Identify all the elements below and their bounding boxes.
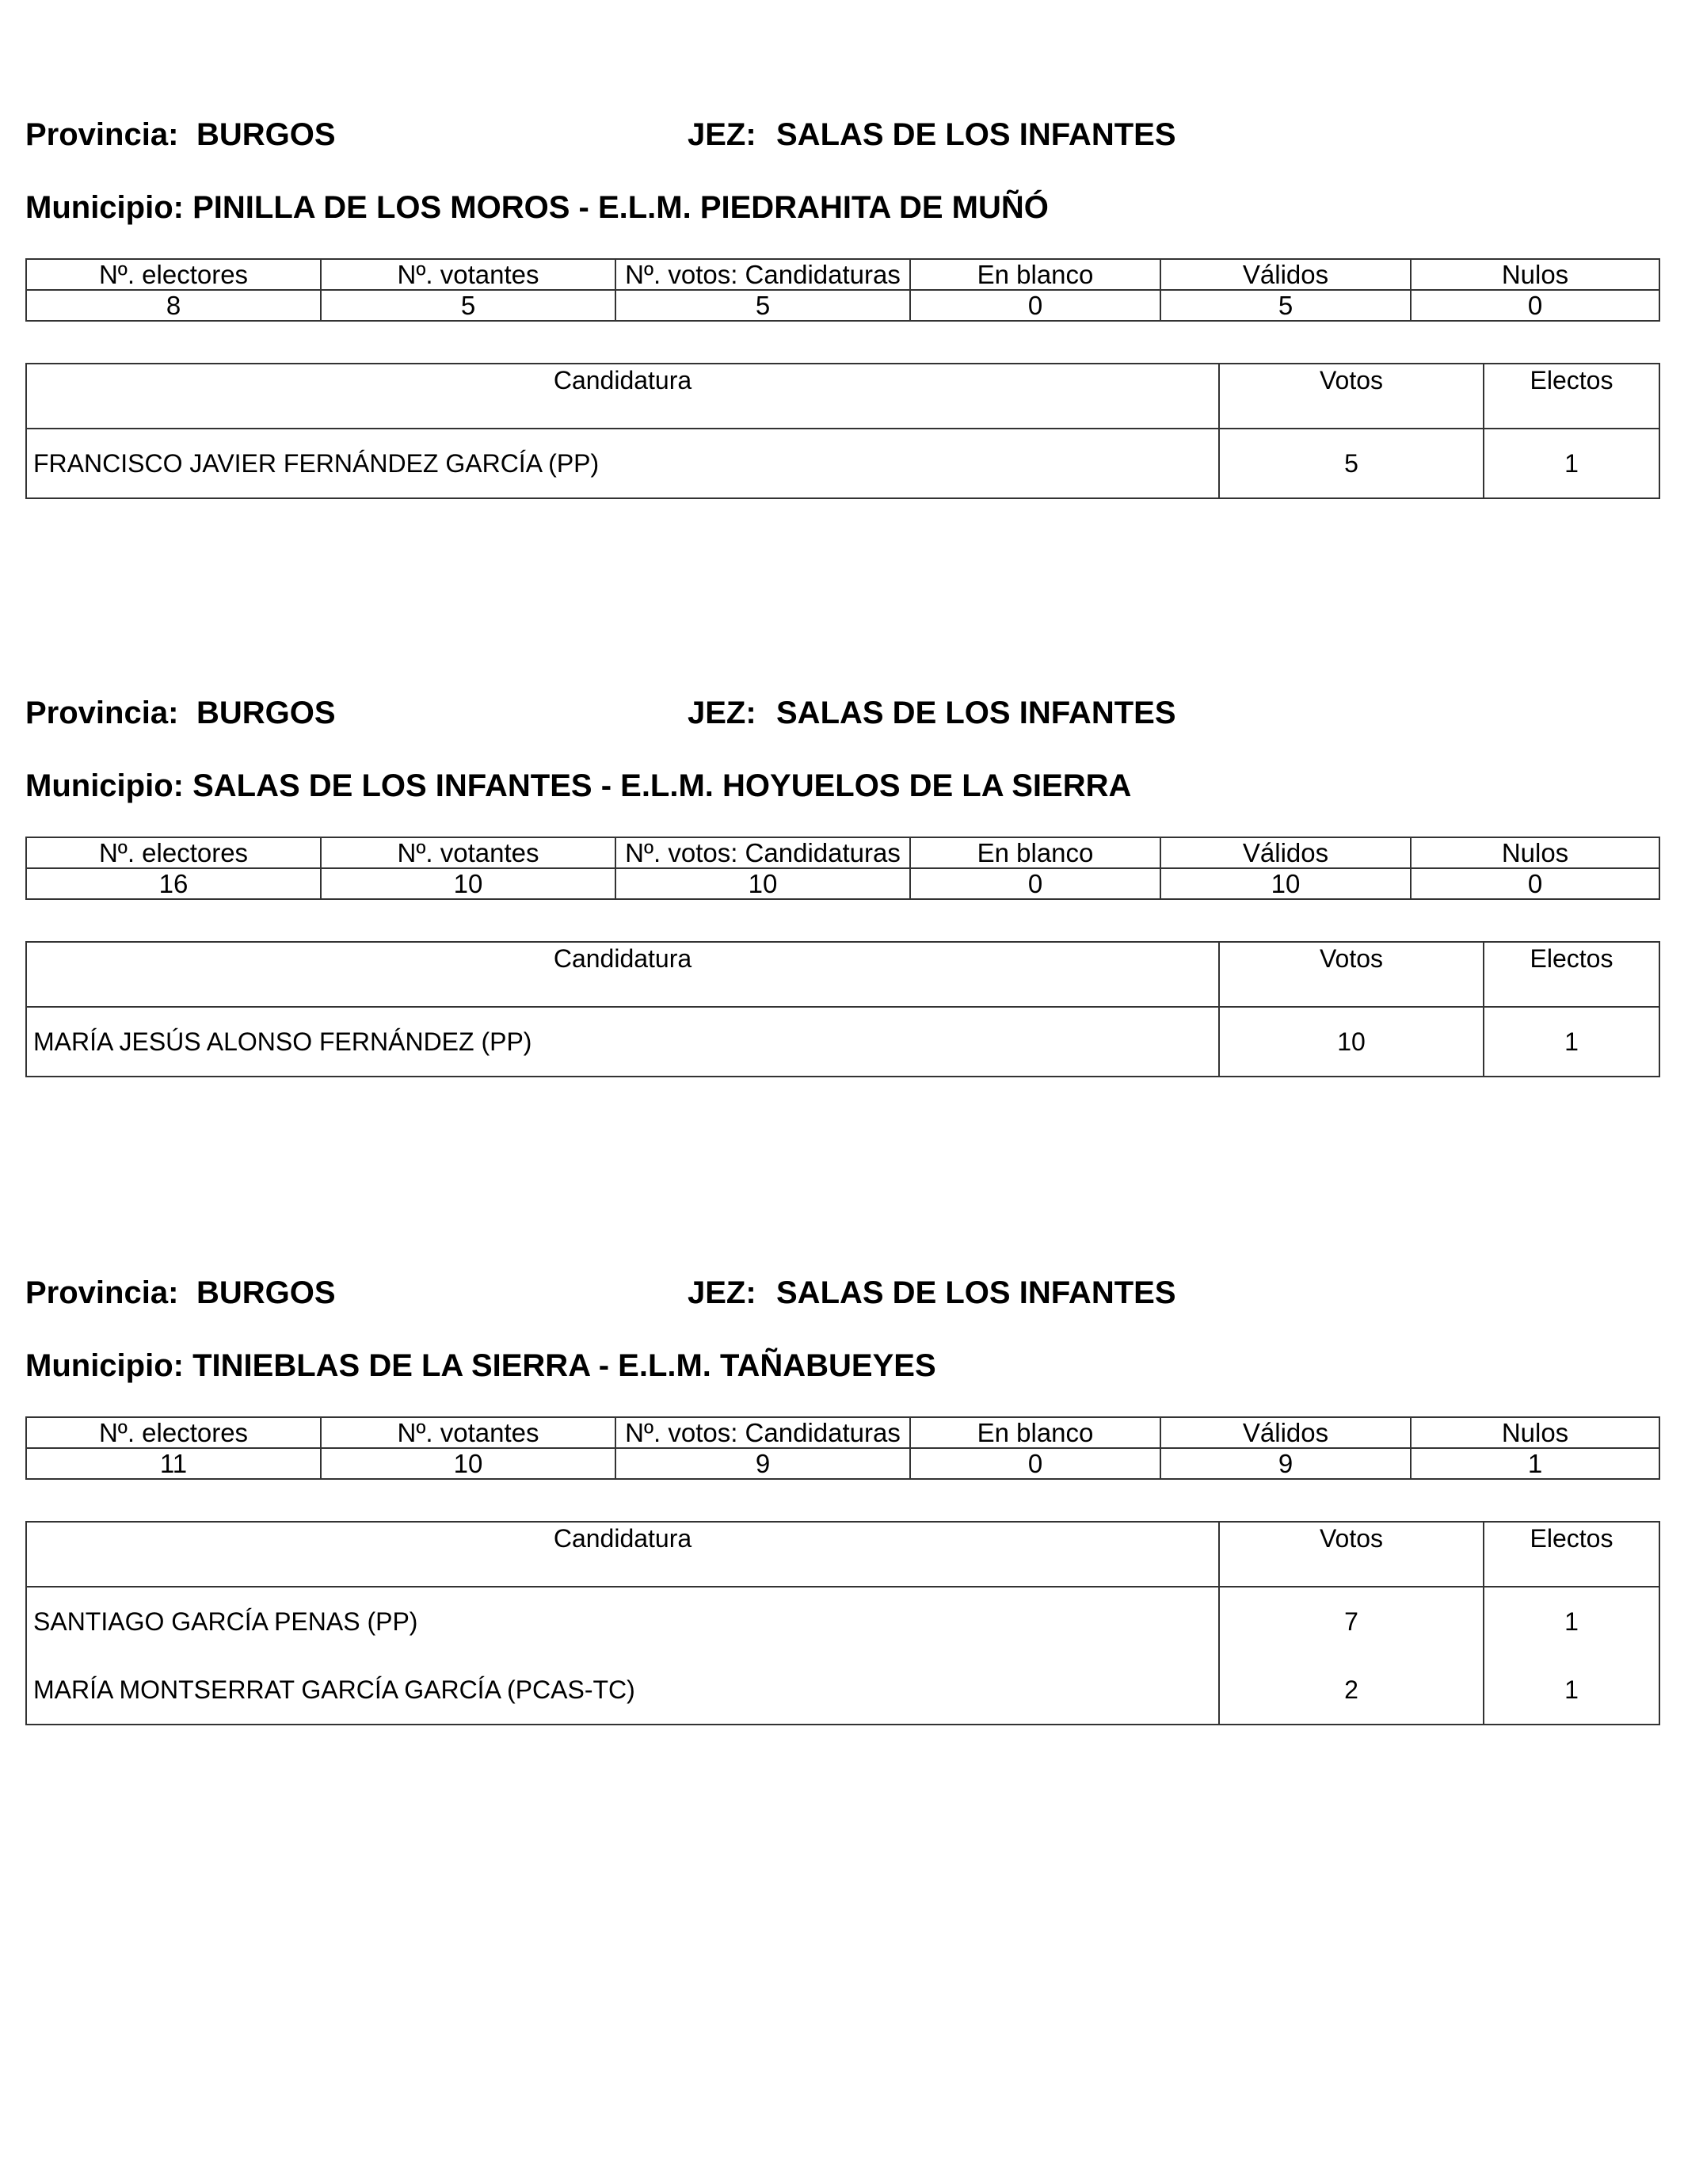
nulos-value: 1: [1411, 1448, 1659, 1479]
provincia-label: Provincia:: [25, 117, 179, 152]
votantes-value: 10: [321, 1448, 615, 1479]
stats-header-cell: Nulos: [1411, 837, 1659, 868]
validos-value: 5: [1160, 290, 1411, 321]
en-blanco-value: 0: [910, 868, 1160, 899]
candidate-votos: 7: [1219, 1587, 1484, 1656]
stats-header-cell: Nº. electores: [26, 1417, 321, 1448]
stats-header-cell: Nº. votantes: [321, 259, 615, 290]
stats-header-cell: Nº. votantes: [321, 837, 615, 868]
stats-table: [25, 837, 1660, 900]
candidate-votos: 10: [1219, 1007, 1484, 1077]
electos-header: Electos: [1484, 942, 1659, 1007]
candidates-header-row: [26, 364, 1659, 429]
stats-table: [25, 258, 1660, 322]
candidate-row: [26, 1656, 1659, 1725]
electos-header: Electos: [1484, 1522, 1659, 1587]
votos-header: Votos: [1219, 942, 1484, 1007]
candidates-header-row: [26, 942, 1659, 1007]
candidate-row: [26, 1007, 1659, 1077]
stats-header-cell: Válidos: [1160, 837, 1411, 868]
votantes-value: 5: [321, 290, 615, 321]
jez-value: SALAS DE LOS INFANTES: [776, 1275, 1176, 1310]
stats-header-cell: Nº. electores: [26, 837, 321, 868]
votos-candidaturas-value: 9: [615, 1448, 910, 1479]
votantes-value: 10: [321, 868, 615, 899]
provincia-label: Provincia:: [25, 696, 179, 730]
provincia-line: [25, 1275, 336, 1311]
provincia-value: BURGOS: [196, 696, 336, 730]
stats-header-cell: Válidos: [1160, 259, 1411, 290]
municipio-value: TINIEBLAS DE LA SIERRA - E.L.M. TAÑABUEYES: [192, 1348, 936, 1383]
jez-line: [688, 1275, 1176, 1311]
votos-header: Votos: [1219, 1522, 1484, 1587]
nulos-value: 0: [1411, 868, 1659, 899]
stats-header-cell: Nº. votos: Candidaturas: [615, 837, 910, 868]
municipio-line: [25, 190, 1049, 226]
candidatura-header: Candidatura: [26, 364, 1219, 429]
candidate-name: FRANCISCO JAVIER FERNÁNDEZ GARCÍA (PP): [26, 429, 1219, 498]
jez-label: JEZ:: [688, 117, 756, 152]
stats-table: [25, 1416, 1660, 1480]
candidates-table: [25, 941, 1660, 1077]
stats-header-cell: Nº. votos: Candidaturas: [615, 259, 910, 290]
candidate-electos: 1: [1484, 1656, 1659, 1725]
stats-value-row: [26, 290, 1659, 321]
candidate-name: MARÍA JESÚS ALONSO FERNÁNDEZ (PP): [26, 1007, 1219, 1077]
municipio-value: PINILLA DE LOS MOROS - E.L.M. PIEDRAHITA DE MUÑÓ: [192, 190, 1049, 225]
stats-header-row: [26, 837, 1659, 868]
candidate-name: MARÍA MONTSERRAT GARCÍA GARCÍA (PCAS-TC): [26, 1656, 1219, 1725]
stats-header-cell: En blanco: [910, 259, 1160, 290]
electores-value: 16: [26, 868, 321, 899]
en-blanco-value: 0: [910, 290, 1160, 321]
stats-header-cell: Nulos: [1411, 1417, 1659, 1448]
candidate-electos: 1: [1484, 429, 1659, 498]
stats-header-cell: Nº. electores: [26, 259, 321, 290]
jez-value: SALAS DE LOS INFANTES: [776, 117, 1176, 152]
stats-value-row: [26, 1448, 1659, 1479]
candidates-header-row: [26, 1522, 1659, 1587]
candidate-electos: 1: [1484, 1007, 1659, 1077]
candidate-votos: 2: [1219, 1656, 1484, 1725]
municipio-label: Municipio:: [25, 190, 184, 225]
jez-label: JEZ:: [688, 1275, 756, 1310]
stats-header-cell: En blanco: [910, 1417, 1160, 1448]
provincia-line: [25, 117, 336, 153]
provincia-value: BURGOS: [196, 1275, 336, 1310]
stats-value-row: [26, 868, 1659, 899]
stats-header-row: [26, 259, 1659, 290]
jez-label: JEZ:: [688, 696, 756, 730]
candidate-row: [26, 1587, 1659, 1656]
municipio-value: SALAS DE LOS INFANTES - E.L.M. HOYUELOS DE LA SIERRA: [192, 768, 1132, 803]
validos-value: 10: [1160, 868, 1411, 899]
municipio-label: Municipio:: [25, 1348, 184, 1383]
votos-candidaturas-value: 10: [615, 868, 910, 899]
candidatura-header: Candidatura: [26, 942, 1219, 1007]
provincia-value: BURGOS: [196, 117, 336, 152]
candidates-table: [25, 1521, 1660, 1725]
stats-header-cell: En blanco: [910, 837, 1160, 868]
municipio-line: [25, 768, 1131, 804]
en-blanco-value: 0: [910, 1448, 1160, 1479]
municipio-line: [25, 1348, 936, 1384]
candidates-table: [25, 363, 1660, 499]
candidate-row: [26, 429, 1659, 498]
stats-header-cell: Nulos: [1411, 259, 1659, 290]
stats-header-cell: Nº. votantes: [321, 1417, 615, 1448]
jez-line: [688, 696, 1176, 731]
votos-candidaturas-value: 5: [615, 290, 910, 321]
electores-value: 8: [26, 290, 321, 321]
stats-header-cell: Nº. votos: Candidaturas: [615, 1417, 910, 1448]
candidatura-header: Candidatura: [26, 1522, 1219, 1587]
validos-value: 9: [1160, 1448, 1411, 1479]
jez-value: SALAS DE LOS INFANTES: [776, 696, 1176, 730]
jez-line: [688, 117, 1176, 153]
provincia-line: [25, 696, 336, 731]
electos-header: Electos: [1484, 364, 1659, 429]
votos-header: Votos: [1219, 364, 1484, 429]
provincia-label: Provincia:: [25, 1275, 179, 1310]
candidate-name: SANTIAGO GARCÍA PENAS (PP): [26, 1587, 1219, 1656]
candidate-votos: 5: [1219, 429, 1484, 498]
stats-header-cell: Válidos: [1160, 1417, 1411, 1448]
municipio-label: Municipio:: [25, 768, 184, 803]
electores-value: 11: [26, 1448, 321, 1479]
candidate-electos: 1: [1484, 1587, 1659, 1656]
stats-header-row: [26, 1417, 1659, 1448]
nulos-value: 0: [1411, 290, 1659, 321]
